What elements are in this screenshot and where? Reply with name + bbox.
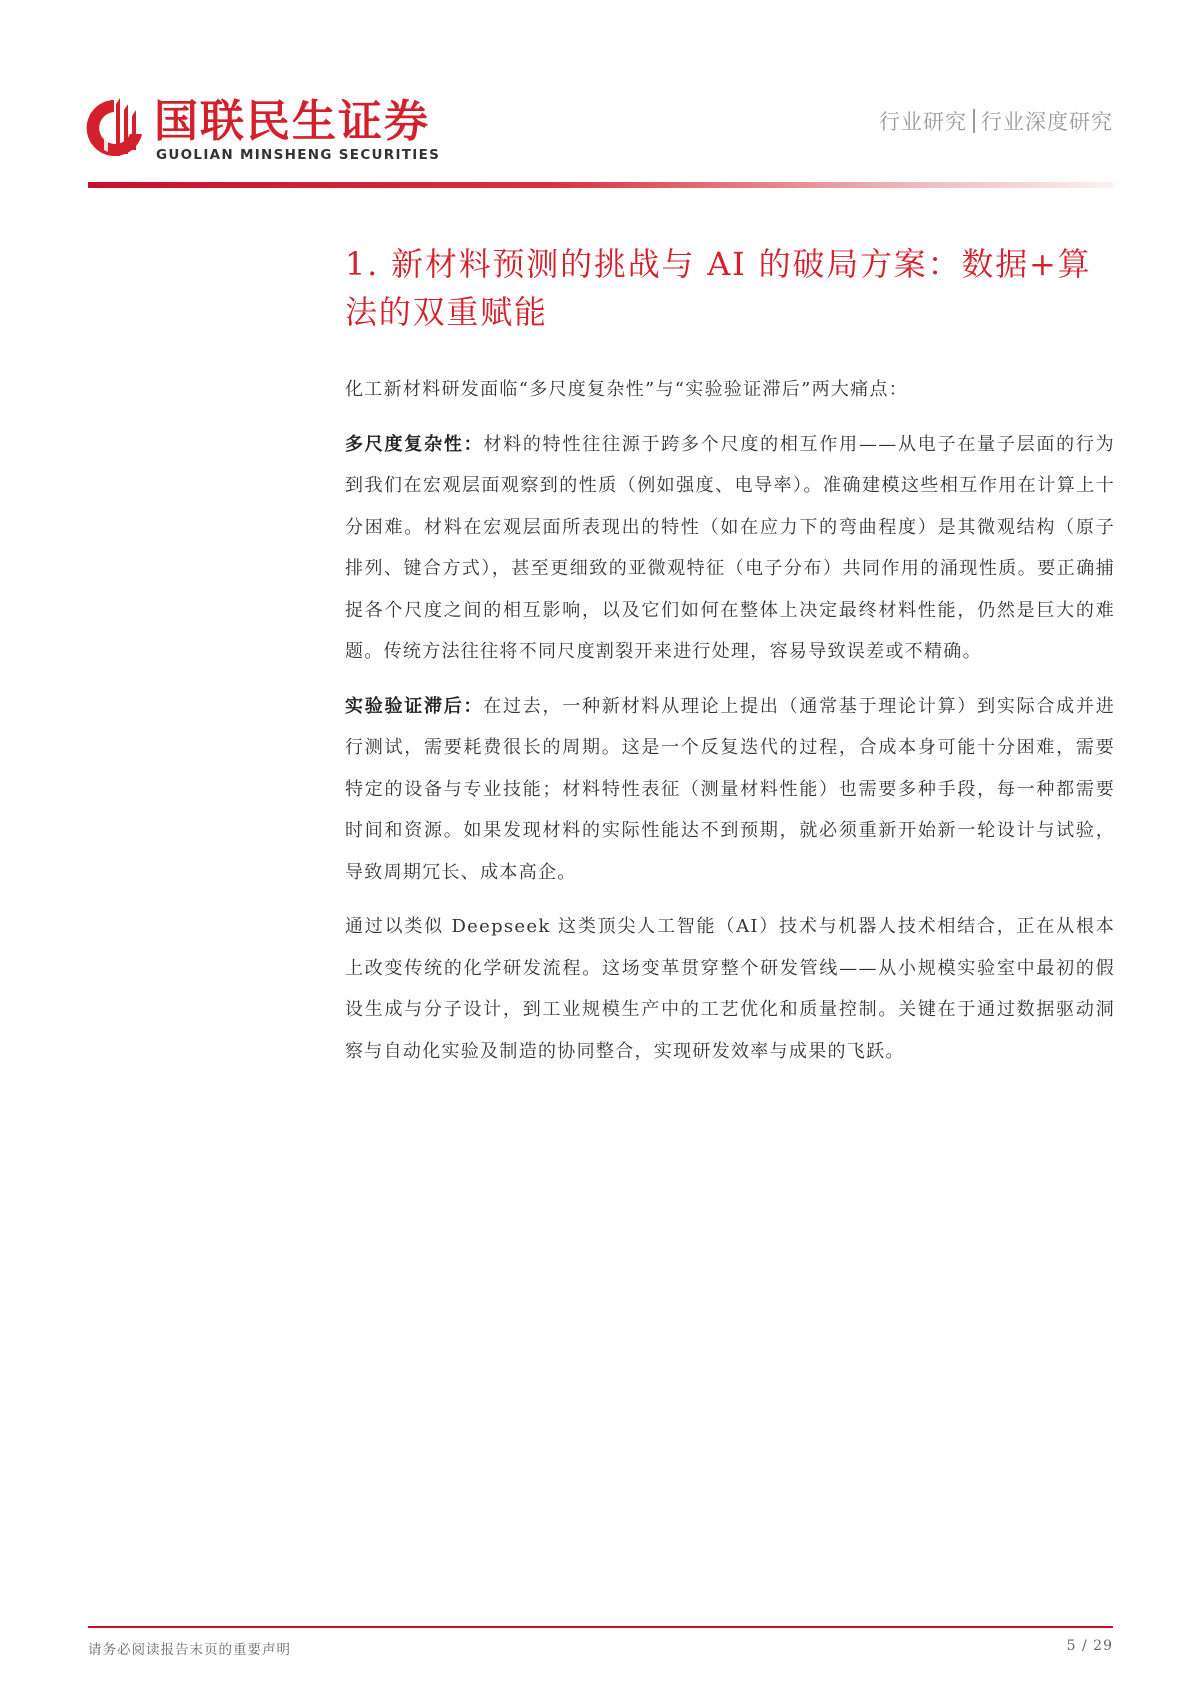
footer-divider xyxy=(88,1626,1113,1628)
header-divider xyxy=(88,182,1113,188)
brand-name-chinese: 国联民生证券 xyxy=(154,96,430,147)
report-category: 行业研究 xyxy=(879,110,967,134)
multiscale-paragraph xyxy=(345,424,1115,673)
main-content xyxy=(345,240,1115,1085)
report-subcategory: 行业深度研究 xyxy=(981,110,1113,134)
validation-lag-text: 在过去，一种新材料从理论上提出（通常基于理论计算）到实际合成并进行测试，需要耗费很长的周期。这是一个反复迭代的过程，合成本身可能十分困难，需要特定的设备与专业技能；材料特性表征（测量材料性能）也需要多种手段，每一种都需要时间和资源。如果发现材料的实际性能达不到预期，就必须重新开始新一轮设计与试验，导致周期冗长、成本高企。 xyxy=(345,695,1115,883)
validation-lag-label: 实验验证滞后： xyxy=(345,695,484,717)
intro-paragraph: 化工新材料研发面临“多尺度复杂性”与“实验验证滞后”两大痛点： xyxy=(345,379,909,400)
conclusion-paragraph: 通过以类似 Deepseek 这类顶尖人工智能（AI）技术与机器人技术相结合，正在从根本上改变传统的化学研发流程。这场变革贯穿整个研发管线——从小规模实验室中最初的假设生成与分子设计，到工业规模生产中的工艺优化和质量控制。关键在于通过数据驱动洞察与自动化实验及制造的协同整合，实现研发效率与成果的飞跃。 xyxy=(345,916,1115,1062)
company-logo-icon xyxy=(86,94,146,160)
multiscale-label: 多尺度复杂性： xyxy=(345,433,484,455)
category-divider xyxy=(973,109,975,133)
brand-name-english: GUOLIAN MINSHENG SECURITIES xyxy=(156,147,441,163)
report-type-label xyxy=(879,106,1113,136)
section-title: 1. 新材料预测的挑战与 AI 的破局方案：数据+算法的双重赋能 xyxy=(345,245,1092,331)
disclaimer-note: 请务必阅读报告末页的重要声明 xyxy=(88,1642,291,1658)
validation-lag-paragraph xyxy=(345,686,1115,894)
multiscale-text: 材料的特性往往源于跨多个尺度的相互作用——从电子在量子层面的行为到我们在宏观层面观察到的性质（例如强度、电导率）。准确建模这些相互作用在计算上十分困难。材料在宏观层面所表现出的特性（如在应力下的弯曲程度）是其微观结构（原子排列、键合方式），甚至更细致的亚微观特征（电子分布）共同作用的涌现性质。要正确捕捉各个尺度之间的相互影响，以及它们如何在整体上决定最终材料性能，仍然是巨大的难题。传统方法往往将不同尺度割裂开来进行处理，容易导致误差或不精确。 xyxy=(345,433,1115,662)
page-number: 5 / 29 xyxy=(1066,1638,1113,1654)
